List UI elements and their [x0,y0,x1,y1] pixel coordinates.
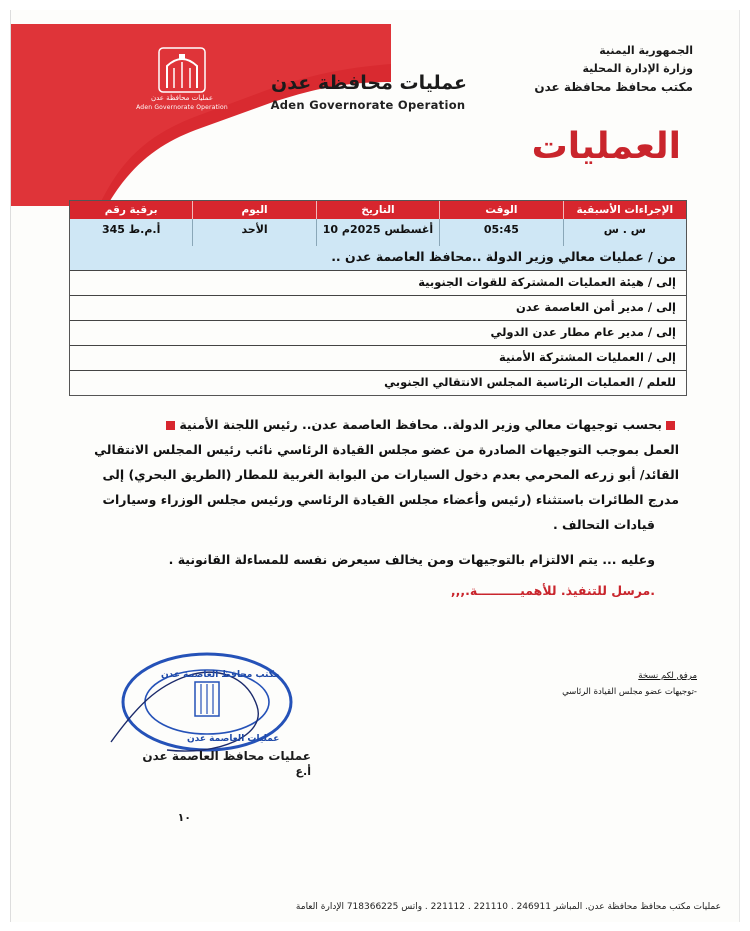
red-bullet-icon [666,421,675,430]
addressee-item: إلى / العمليات المشتركة الأمنية [70,346,686,371]
addressee-from: من / عمليات معالي وزير الدولة ..محافظ العاصمة عدن .. [70,246,686,271]
signature-note: ١٠ [177,811,191,824]
value-date: 10 أغسطس 2025م [316,219,439,246]
office-english-title: Aden Governorate Operation [270,98,466,112]
header-priority: الإجراءات الأسبقية [563,201,686,219]
stamp-bottom-text: عمليات العاصمة عدن [187,734,280,744]
attachment-item: -توجيهات عضو مجلس القيادة الرئاسي [562,687,697,697]
telegram-info-table [69,200,687,248]
directive-signoff: .مرسل للتنفيذ. للأهميــــــــــة.,,, [450,583,655,598]
addressee-list [69,246,687,396]
ministry-name: وزارة الإدارة المحلية [582,62,693,75]
directive-warning: وعليه ... يتم الالتزام بالتوجيهات ومن يخالف سيعرض نفسه للمساءلة القانونية . [168,552,655,567]
value-time: 05:45 [439,219,562,246]
red-bullet-icon [166,421,175,430]
directive-line: مدرج الطائرات باستثناء (رئيس وأعضاء مجلس القيادة الرئاسي ورئيس مجلس الوزراء وسيارات [102,492,679,507]
document-page [10,10,740,922]
value-day: الأحد [192,219,315,246]
directive-line: القائد/ أبو زرعه المحرمي بعدم دخول السيارات من البوابة الغربية للمطار (الطريق البحري) إلى [102,467,679,482]
directive-line: العمل بموجب التوجيهات الصادرة من عضو مجلس القيادة الرئاسي نائب رئيس المجلس الانتقالي [94,442,679,457]
header-telegram-number: برقية رقم [104,204,158,216]
directive-line [79,412,679,437]
office-name: مكتب محافظ محافظة عدن [534,80,693,94]
directive-line: قيادات التحالف . [552,517,655,532]
value-priority: س . س [563,219,686,246]
directive-intro: بحسب توجيهات معالي وزير الدولة.. محافظ العاصمة عدن.. رئيس اللجنة الأمنية [179,417,662,432]
addressee-item: إلى / مدير عام مطار عدن الدولي [70,321,686,346]
header-date: التاريخ [316,201,439,219]
signature-initials: أ.ع [295,765,311,778]
addressee-item: إلى / مدير أمن العاصمة عدن [70,296,686,321]
info-table-header [70,201,686,219]
directive-body [79,412,679,603]
header-time: الوقت [439,201,562,219]
logo-english-name: Aden Governorate Operation [136,104,228,111]
government-block [513,42,693,96]
stamp-top-text: مكتب محافظ العاصمة عدن [161,670,280,680]
attachment-note [497,668,697,700]
logo-arabic-name: عمليات محافظة عدن [150,94,214,102]
page-title: العمليات [531,126,681,167]
signature-title: عمليات محافظ العاصمة عدن [142,749,311,763]
header-day: اليوم [192,201,315,219]
office-arabic-title: عمليات محافظة عدن [271,72,467,94]
addressee-item: إلى / هيئة العمليات المشتركة للقوات الجنوبية [70,271,686,296]
value-telegram-number: 345 أ.م.ط [101,223,161,236]
footer-contacts: عمليات مكتب محافظ محافظة عدن. المباشر 246911 . 221110 . 221112 . واتس 718366225 الإدارة العامة [295,902,721,912]
attachment-label: مرفق لكم نسخة [638,671,697,681]
signature-block [111,748,311,826]
country-name: الجمهورية اليمنية [599,44,693,57]
info-table-values [70,219,686,246]
addressee-cc: للعلم / العمليات الرئاسية المجلس الانتقالي الجنوبي [384,375,676,389]
